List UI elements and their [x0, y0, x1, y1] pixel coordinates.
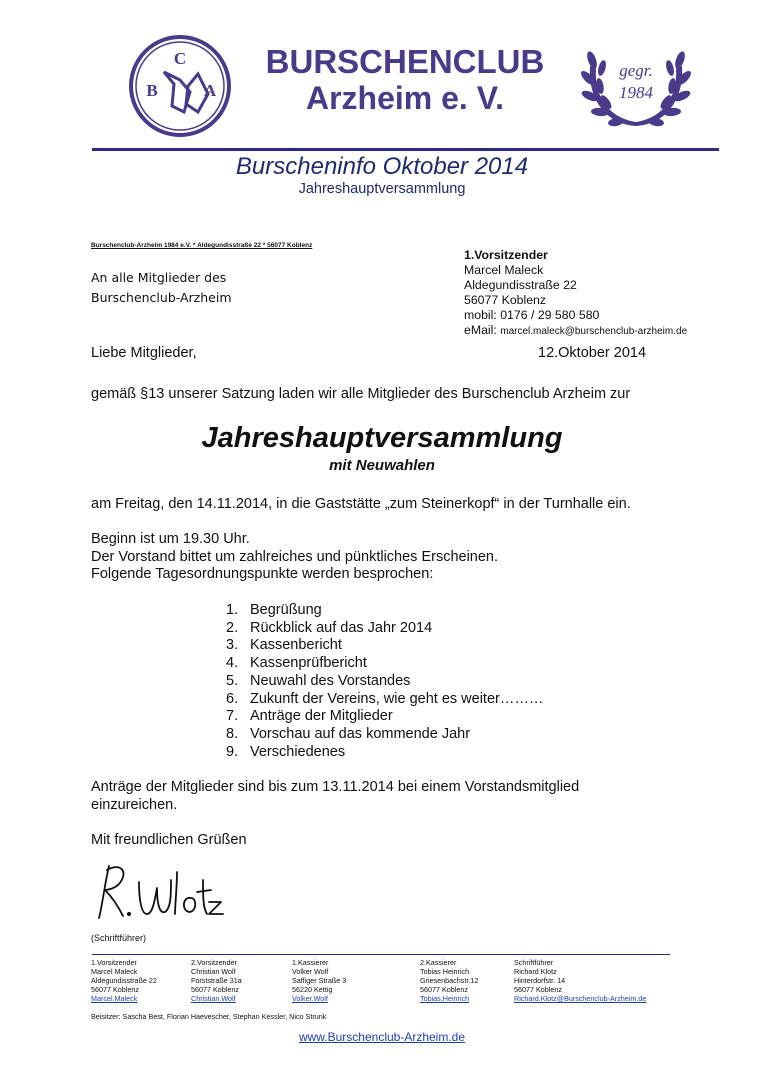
- info-title: Burscheninfo Oktober 2014: [235, 153, 529, 180]
- letter-date: 12.Oktober 2014: [538, 345, 647, 361]
- logo-letter-b: B: [146, 81, 158, 100]
- agenda-item: 1. Begrüßung: [226, 602, 322, 618]
- salutation: Liebe Mitglieder,: [91, 345, 197, 361]
- contact-email-label: eMail:: [464, 323, 497, 337]
- closing: Mit freundlichen Grüßen: [91, 832, 247, 848]
- recipient-line2: Burschenclub-Arzheim: [91, 290, 232, 305]
- deadline-paragraph: [91, 779, 579, 814]
- footer-email-link[interactable]: Tobias.Heinrich: [420, 994, 470, 1003]
- agenda-list: [226, 602, 543, 761]
- contact-city: 56077 Koblenz: [464, 293, 547, 307]
- attendance-request-line: Der Vorstand bittet um zahlreiches und pünktliches Erscheinen.: [91, 548, 499, 565]
- contact-email-row: [464, 323, 687, 339]
- meeting-date-location: am Freitag, den 14.11.2014, in die Gaststätte „zum Steinerkopf“ in der Turnhalle ein.: [91, 496, 631, 512]
- footer-email-link[interactable]: Volker.Wolf: [292, 994, 328, 1003]
- footer-column: 2.Vorsitzender Christian Wolf Forststraße 31a 56077 Koblenz Christian.Wolf: [191, 958, 242, 1003]
- club-name-line1: BURSCHENCLUB: [265, 43, 545, 80]
- recipient-line1: An alle Mitglieder des: [91, 270, 227, 285]
- sender-address-line: Burschenclub-Arzheim 1984 e.V. * Aldegundisstraße 22 * 56077 Koblenz: [91, 242, 313, 249]
- agenda-item: 5. Neuwahl des Vorstandes: [226, 672, 411, 689]
- agenda-item: 6. Zukunft der Vereins, wie geht es weiter………: [226, 690, 544, 707]
- footer-email-link[interactable]: Christian.Wolf: [191, 994, 236, 1003]
- club-logo: [128, 34, 232, 138]
- recipient-block: [91, 268, 232, 308]
- deadline-line2: einzureichen.: [91, 796, 178, 813]
- signature-role: (Schriftführer): [91, 933, 147, 943]
- header-divider: [92, 148, 719, 151]
- bottles-icon: [164, 72, 208, 112]
- badge-text-gegr: gegr.: [619, 61, 653, 80]
- footer-column: Schriftführer Richard Klotz Hinterdorfstr. 14 56077 Koblenz Richard.Klotz@Burschenclub-Arzheim.de: [514, 958, 647, 1003]
- info-subtitle: Jahreshauptversammlung: [298, 181, 466, 197]
- agenda-item: 9. Verschiedenes: [226, 743, 346, 760]
- meeting-details: [91, 531, 498, 584]
- agenda-item: 8. Vorschau auf das kommende Jahr: [226, 725, 471, 742]
- footer-column: 1.Kassierer Volker Wolf Saffiger Straße 3 56220 Kettig Volker.Wolf: [292, 958, 347, 1003]
- agenda-intro-line: Folgende Tagesordnungspunkte werden besprochen:: [91, 566, 434, 582]
- contact-street: Aldegundisstraße 22: [464, 278, 577, 292]
- laurel-badge: [576, 38, 696, 133]
- website-link[interactable]: www.Burschenclub-Arzheim.de: [298, 1030, 466, 1044]
- footer-email-link[interactable]: Marcel.Maleck: [91, 994, 138, 1003]
- club-name-line2: Arzheim e. V.: [305, 80, 504, 116]
- intro-paragraph: gemäß §13 unserer Satzung laden wir alle Mitglieder des Burschenclub Arzheim zur: [91, 386, 631, 402]
- agenda-item: 2. Rückblick auf das Jahr 2014: [226, 619, 433, 636]
- deadline-line1: Anträge der Mitglieder sind bis zum 13.11.2014 bei einem Vorstandsmitglied: [91, 779, 580, 795]
- footer-column: 1.Vorsitzender Marcel Maleck Aldegundisstraße 22 56077 Koblenz Marcel.Maleck: [91, 958, 157, 1003]
- contact-name: Marcel Maleck: [464, 263, 544, 277]
- footer-divider: [92, 954, 670, 955]
- contact-email[interactable]: marcel.maleck@burschenclub-arzheim.de: [500, 326, 688, 337]
- logo-letter-c: C: [173, 49, 187, 68]
- logo-letter-a: A: [203, 81, 217, 100]
- contact-block: [464, 248, 687, 339]
- meeting-subheading: mit Neuwahlen: [329, 457, 435, 474]
- footer-beisitzer: Beisitzer: Sascha Best, Florian Haevescher, Stephan Kessler, Nico Strunk: [91, 1012, 327, 1021]
- agenda-item: 7. Anträge der Mitglieder: [226, 708, 393, 725]
- footer-email-link[interactable]: Richard.Klotz@Burschenclub-Arzheim.de: [514, 994, 647, 1003]
- badge-text-year: 1984: [619, 83, 653, 102]
- contact-mobile: mobil: 0176 / 29 580 580: [464, 308, 600, 322]
- contact-role: 1.Vorsitzender: [464, 248, 548, 262]
- meeting-heading: Jahreshauptversammlung: [201, 422, 563, 454]
- agenda-item: 4. Kassenprüfbericht: [226, 655, 367, 672]
- handwritten-signature: [95, 858, 225, 928]
- club-name: [240, 44, 570, 116]
- start-time-line: Beginn ist um 19.30 Uhr.: [91, 531, 250, 547]
- footer-column: 2.Kassierer Tobias Heinrich Griesenbachstr.12 56077 Koblenz Tobias.Heinrich: [420, 958, 479, 1003]
- agenda-item: 3. Kassenbericht: [226, 637, 342, 654]
